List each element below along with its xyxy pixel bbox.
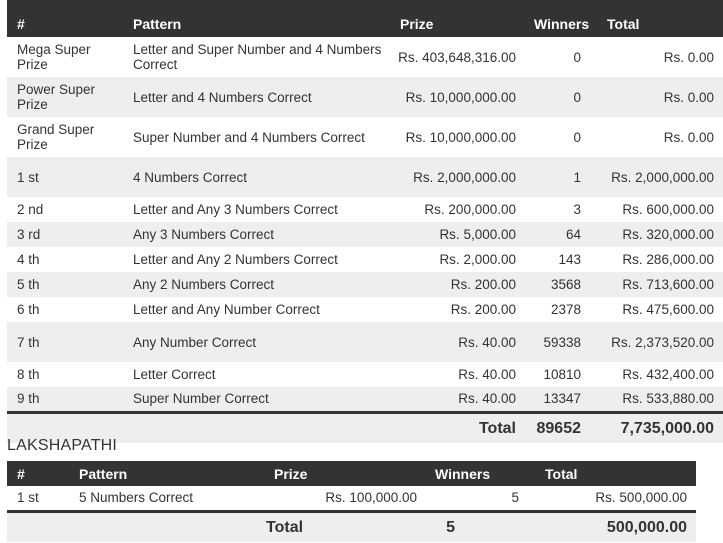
table-header xyxy=(7,0,723,37)
header-rank: # xyxy=(7,0,123,37)
table-row xyxy=(7,247,723,272)
row-winners: 0 xyxy=(573,49,581,65)
total-label: Total xyxy=(390,412,524,443)
row-total: Rs. 286,000.00 xyxy=(622,252,714,267)
table-row xyxy=(7,486,696,511)
total-winners: 89652 xyxy=(524,412,597,443)
table-row xyxy=(7,117,723,157)
row-pattern: Any 2 Numbers Correct xyxy=(123,272,390,297)
header-prize: Prize xyxy=(264,461,425,486)
row-winners: 3 xyxy=(573,202,581,217)
row-pattern: Letter and Super Number and 4 Numbers Correct xyxy=(133,42,382,72)
row-rank: Mega Super Prize xyxy=(17,42,91,72)
table-row xyxy=(7,387,723,412)
table-row xyxy=(7,157,723,197)
row-winners: 143 xyxy=(558,252,581,267)
row-prize: Rs. 2,000,000.00 xyxy=(390,157,524,197)
row-winners: 5 xyxy=(511,490,519,506)
total-amount: 500,000.00 xyxy=(535,511,696,542)
row-prize: Rs. 10,000,000.00 xyxy=(405,129,516,145)
row-rank: 7 th xyxy=(7,322,123,362)
row-winners: 0 xyxy=(524,77,597,117)
row-prize: Rs. 40.00 xyxy=(390,387,524,412)
total-spacer xyxy=(69,511,264,542)
header-total: Total xyxy=(597,0,723,37)
header-winners: Winners xyxy=(524,0,597,37)
row-rank: 8 th xyxy=(17,367,40,382)
row-rank: 2 nd xyxy=(17,202,44,217)
row-total: Rs. 0.00 xyxy=(597,77,723,117)
table-row xyxy=(7,297,723,322)
total-amount: 7,735,000.00 xyxy=(597,412,723,443)
header-pattern: Pattern xyxy=(123,0,390,37)
row-pattern: Any Number Correct xyxy=(123,322,390,362)
row-winners: 10810 xyxy=(543,367,581,382)
row-rank: 6 th xyxy=(17,302,40,317)
row-pattern: Letter and Any 2 Numbers Correct xyxy=(133,252,338,267)
row-rank: 4 th xyxy=(17,252,40,267)
header-rank: # xyxy=(7,461,69,486)
row-rank: 3 rd xyxy=(7,222,123,247)
section-title: LAKSHAPATHI xyxy=(7,437,118,454)
row-prize: Rs. 403,648,316.00 xyxy=(398,49,516,65)
row-rank: 1 st xyxy=(7,157,123,197)
row-pattern: Super Number Correct xyxy=(123,387,390,412)
row-total: Rs. 533,880.00 xyxy=(597,387,723,412)
row-total: Rs. 0.00 xyxy=(663,49,714,65)
row-prize: Rs. 40.00 xyxy=(458,367,516,382)
row-winners: 3568 xyxy=(524,272,597,297)
row-winners: 64 xyxy=(524,222,597,247)
row-total: Rs. 475,600.00 xyxy=(622,302,714,317)
row-pattern: 4 Numbers Correct xyxy=(123,157,390,197)
header-pattern: Pattern xyxy=(69,461,264,486)
row-total: Rs. 713,600.00 xyxy=(597,272,723,297)
table-row xyxy=(7,197,723,222)
row-total: Rs. 320,000.00 xyxy=(597,222,723,247)
total-winners: 5 xyxy=(425,511,535,542)
row-winners: 2378 xyxy=(550,302,581,317)
table-row xyxy=(7,362,723,387)
row-pattern: Letter Correct xyxy=(133,367,216,382)
row-pattern: Letter and Any Number Correct xyxy=(133,302,320,317)
table-row xyxy=(7,272,723,297)
table-row xyxy=(7,37,723,77)
row-total: Rs. 2,000,000.00 xyxy=(597,157,723,197)
row-pattern: Any 3 Numbers Correct xyxy=(123,222,390,247)
total-spacer xyxy=(7,511,69,542)
row-pattern: 5 Numbers Correct xyxy=(79,490,194,506)
row-pattern: Letter and 4 Numbers Correct xyxy=(123,77,390,117)
row-prize: Rs. 40.00 xyxy=(390,322,524,362)
table-header xyxy=(7,461,696,486)
row-prize: Rs. 200.00 xyxy=(390,272,524,297)
row-total: Rs. 432,400.00 xyxy=(622,367,714,382)
header-total: Total xyxy=(535,461,696,486)
row-prize: Rs. 100,000.00 xyxy=(325,490,417,506)
row-rank: 1 st xyxy=(17,490,39,506)
row-winners: 59338 xyxy=(524,322,597,362)
row-prize: Rs. 200,000.00 xyxy=(424,202,516,217)
lakshapathi-prize-table xyxy=(7,461,696,542)
table-row xyxy=(7,222,723,247)
header-winners: Winners xyxy=(425,461,535,486)
row-winners: 13347 xyxy=(524,387,597,412)
row-prize: Rs. 200.00 xyxy=(450,302,516,317)
row-prize: Rs. 10,000,000.00 xyxy=(390,77,524,117)
row-winners: 0 xyxy=(573,129,581,145)
row-rank: Grand Super Prize xyxy=(17,122,95,152)
row-pattern: Letter and Any 3 Numbers Correct xyxy=(133,202,338,217)
row-winners: 1 xyxy=(524,157,597,197)
row-total: Rs. 600,000.00 xyxy=(622,202,714,217)
total-spacer xyxy=(123,412,390,443)
row-total: Rs. 2,373,520.00 xyxy=(597,322,723,362)
row-total: Rs. 0.00 xyxy=(663,129,714,145)
row-pattern: Super Number and 4 Numbers Correct xyxy=(133,129,365,145)
row-total: Rs. 500,000.00 xyxy=(595,490,687,506)
total-row xyxy=(7,511,696,542)
table-row xyxy=(7,322,723,362)
header-prize: Prize xyxy=(390,0,524,37)
main-prize-table xyxy=(7,0,723,443)
row-prize: Rs. 5,000.00 xyxy=(390,222,524,247)
row-rank: 5 th xyxy=(7,272,123,297)
row-rank: Power Super Prize xyxy=(7,77,123,117)
row-rank: 9 th xyxy=(7,387,123,412)
table-row xyxy=(7,77,723,117)
total-label: Total xyxy=(264,511,425,542)
row-prize: Rs. 2,000.00 xyxy=(439,252,516,267)
